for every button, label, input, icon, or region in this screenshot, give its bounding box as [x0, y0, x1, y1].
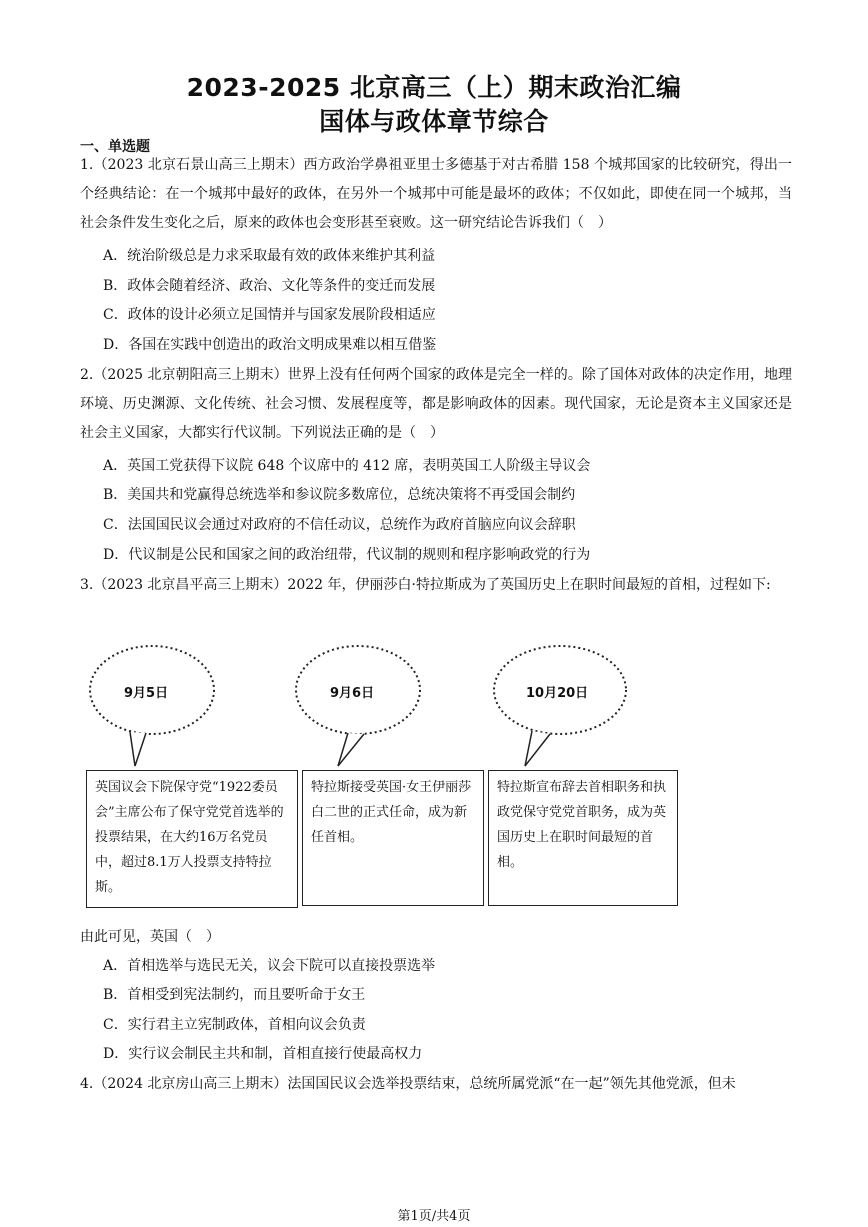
- question-2-stem: 2.（2025 北京朝阳高三上期末）世界上没有任何两个国家的政体是完全一样的。除了国体对政体的决定作用，地理环境、历史渊源、文化传统、社会习惯、发展程度等，都是影响政体的因素。现代国家，无论是资本主义国家还是社会主义国家，大都实行代议制。下列说法正确的是（ ）: [80, 367, 792, 441]
- question-3-option-a: A．首相选举与选民无关，议会下院可以直接投票选举: [103, 958, 436, 974]
- timeline-box-1: 英国议会下院保守党“1922委员会”主席公布了保守党党首选举的投票结果，在大约16万名党员中，超过8.1万人投票支持特拉斯。: [86, 770, 298, 908]
- question-3-sub-stem: 由此可见，英国（ ）: [80, 929, 220, 945]
- page-subtitle: 国体与政体章节综合: [319, 107, 549, 136]
- question-4-stem: 4.（2024 北京房山高三上期末）法国国民议会选举投票结束，总统所属党派“在一起”领先其他党派，但未: [80, 1076, 736, 1092]
- question-3-option-b: B．首相受到宪法制约，而且要听命于女王: [103, 987, 366, 1003]
- question-1-option-b: B．政体会随着经济、政治、文化等条件的变迁而发展: [103, 278, 436, 294]
- bubble-date-1: 9月5日: [124, 686, 169, 701]
- section-heading: 一、单选题: [80, 139, 150, 155]
- question-3-option-d: D．实行议会制民主共和制，首相直接行使最高权力: [103, 1046, 423, 1062]
- timeline-figure: [80, 638, 690, 910]
- bubble-date-2: 9月6日: [330, 686, 375, 701]
- question-2-option-c: C．法国国民议会通过对政府的不信任动议，总统作为政府首脑应向议会辞职: [103, 517, 576, 533]
- question-1-option-c: C．政体的设计必须立足国情并与国家发展阶段相适应: [103, 307, 436, 323]
- question-1-option-a: A．统治阶级总是力求采取最有效的政体来维护其利益: [103, 248, 436, 264]
- timeline-box-2: 特拉斯接受英国·女王伊丽莎白二世的正式任命，成为新任首相。: [302, 770, 484, 906]
- question-3-option-c: C．实行君主立宪制政体，首相向议会负责: [103, 1017, 366, 1033]
- question-2-option-a: A．英国工党获得下议院 648 个议席中的 412 席，表明英国工人阶级主导议会: [103, 458, 591, 474]
- question-1-option-d: D．各国在实践中创造出的政治文明成果难以相互借鉴: [103, 337, 437, 353]
- question-2-option-b: B．美国共和党赢得总统选举和参议院多数席位，总统决策将不再受国会制约: [103, 487, 576, 503]
- question-3-stem: 3.（2023 北京昌平高三上期末）2022 年，伊丽莎白·特拉斯成为了英国历史上在职时间最短的首相，过程如下:: [80, 577, 771, 593]
- bubble-date-3: 10月20日: [526, 686, 589, 701]
- question-2-option-d: D．代议制是公民和国家之间的政治纽带，代议制的规则和程序影响政党的行为: [103, 547, 591, 563]
- page-number: 第1页/共4页: [397, 1209, 471, 1224]
- question-1-stem: 1.（2023 北京石景山高三上期末）西方政治学鼻祖亚里士多德基于对古希腊 158 个城邦国家的比较研究，得出一个经典结论：在一个城邦中最好的政体，在另外一个城邦中可能是最坏的政体；不仅如此，即使在同一个城邦，当社会条件发生变化之后，原来的政体也会变形甚至衰败。这一研究结论告诉我们（ ）: [80, 157, 792, 231]
- timeline-box-3: 特拉斯宣布辞去首相职务和执政党保守党党首职务，成为英国历史上在职时间最短的首相。: [488, 770, 678, 906]
- page-title: 2023-2025 北京高三（上）期末政治汇编: [186, 73, 682, 102]
